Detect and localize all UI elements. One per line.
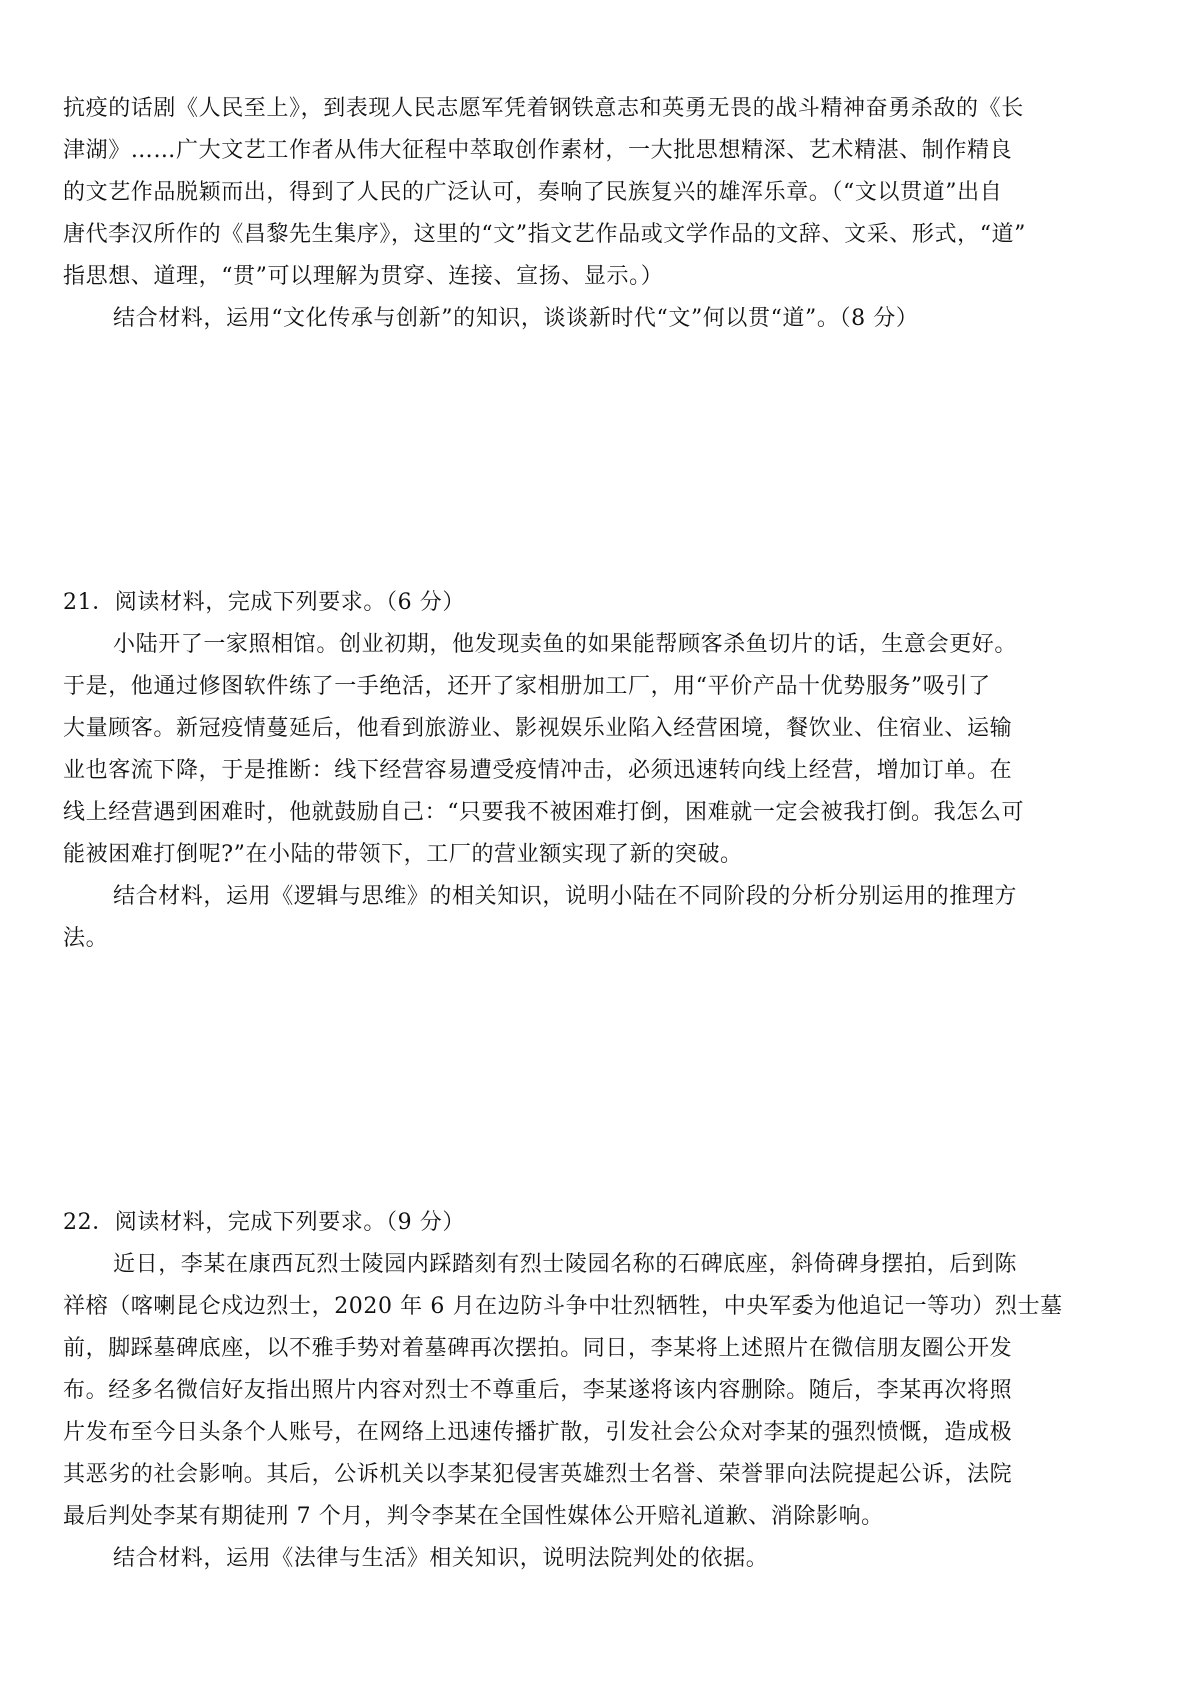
q22-material-line: 其恶劣的社会影响。其后，公诉机关以李某犯侵害英雄烈士名誉、荣誉罪向法院提起公诉，法院	[63, 1462, 1013, 1487]
q22-material-line: 近日，李某在康西瓦烈士陵园内踩踏刻有烈士陵园名称的石碑底座，斜倚碑身摆拍，后到陈	[113, 1252, 1018, 1277]
q20-material-line: 的文艺作品脱颖而出，得到了人民的广泛认可，奏响了民族复兴的雄浑乐章。（“文以贯道”出自	[63, 180, 1003, 205]
q22-material-line: 最后判处李某有期徒刑 7 个月，判令李某在全国性媒体公开赔礼道歉、消除影响。	[63, 1504, 884, 1529]
q21-material-line: 线上经营遇到困难时，他就鼓励自己：“只要我不被困难打倒，困难就一定会被我打倒。我怎么可	[63, 800, 1025, 825]
q21-material-line: 小陆开了一家照相馆。创业初期，他发现卖鱼的如果能帮顾客杀鱼切片的话，生意会更好。	[113, 632, 1018, 657]
q21-material-line: 能被困难打倒呢?”在小陆的带领下，工厂的营业额实现了新的突破。	[63, 842, 743, 867]
q20-material-line: 抗疫的话剧《人民至上》，到表现人民志愿军凭着钢铁意志和英勇无畏的战斗精神奋勇杀敌的《长	[63, 96, 1024, 121]
q22-material-line: 祥榕（喀喇昆仑戍边烈士，2020 年 6 月在边防斗争中壮烈牺牲，中央军委为他追记一等功）烈士墓	[63, 1294, 1063, 1319]
q21-task: 法。	[63, 926, 109, 951]
q22-heading: 22．阅读材料，完成下列要求。（9 分）	[63, 1210, 465, 1235]
q22-material-line: 片发布至今日头条个人账号，在网络上迅速传播扩散，引发社会公众对李某的强烈愤慨，造成极	[63, 1420, 1013, 1445]
q22-material-line: 布。经多名微信好友指出照片内容对烈士不尊重后，李某遂将该内容删除。随后，李某再次将照	[63, 1378, 1013, 1403]
q20-material-line: 唐代李汉所作的《昌黎先生集序》，这里的“文”指文艺作品或文学作品的文辞、文采、形式，“道”	[63, 222, 1026, 247]
q22-material-line: 前，脚踩墓碑底座，以不雅手势对着墓碑再次摆拍。同日，李某将上述照片在微信朋友圈公开发	[63, 1336, 1013, 1361]
q20-task: 结合材料，运用“文化传承与创新”的知识，谈谈新时代“文”何以贯“道”。（8 分）	[113, 306, 919, 331]
q20-material-line: 津湖》……广大文艺工作者从伟大征程中萃取创作素材，一大批思想精深、艺术精湛、制作精良	[63, 138, 1013, 163]
q21-material-line: 于是，他通过修图软件练了一手绝活，还开了家相册加工厂，用“平价产品十优势服务”吸引了	[63, 674, 991, 699]
q21-task: 结合材料，运用《逻辑与思维》的相关知识，说明小陆在不同阶段的分析分别运用的推理方	[113, 884, 1018, 909]
q20-material-line: 指思想、道理，“贯”可以理解为贯穿、连接、宣扬、显示。）	[63, 264, 664, 289]
q22-task: 结合材料，运用《法律与生活》相关知识，说明法院判处的依据。	[113, 1546, 769, 1571]
q21-heading: 21．阅读材料，完成下列要求。（6 分）	[63, 590, 465, 615]
q21-material-line: 业也客流下降，于是推断：线下经营容易遭受疫情冲击，必须迅速转向线上经营，增加订单。在	[63, 758, 1013, 783]
q21-material-line: 大量顾客。新冠疫情蔓延后，他看到旅游业、影视娱乐业陷入经营困境，餐饮业、住宿业、运输	[63, 716, 1013, 741]
